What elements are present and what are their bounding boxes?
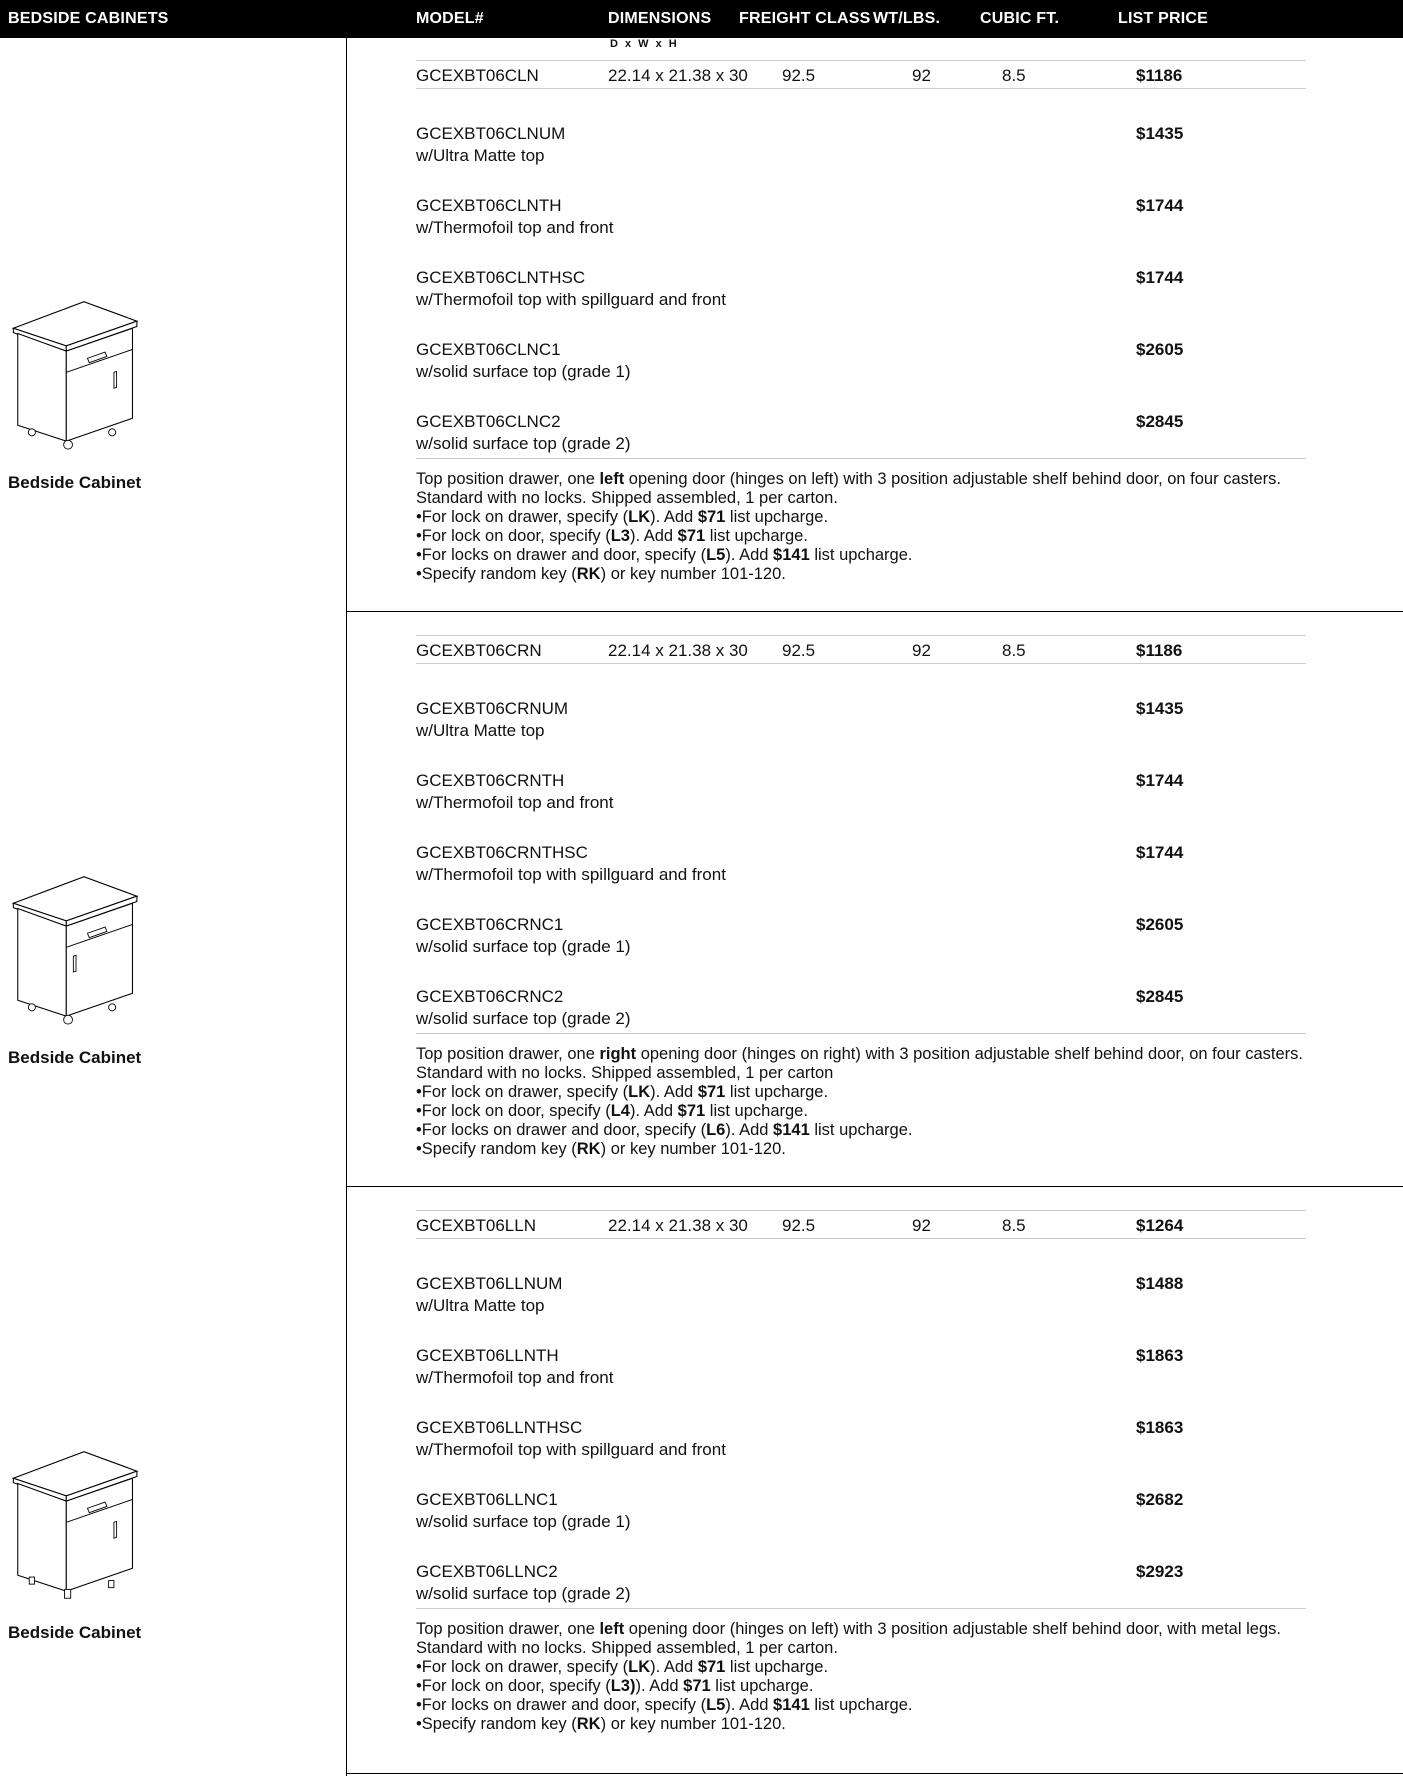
list-item: • For locks on drawer and door, specify (L5). Add $141 list upcharge. (416, 1696, 1386, 1715)
list-price: $2845 (1136, 987, 1184, 1006)
lock-options-list (416, 508, 1386, 584)
model-number: GCEXBT06LLNTHSC (416, 1418, 583, 1437)
model-number: GCEXBT06LLN (416, 1216, 536, 1235)
col-price-header: LIST PRICE (1118, 10, 1209, 27)
row-rule (416, 88, 1306, 89)
list-price: $1744 (1136, 771, 1184, 790)
section-divider (346, 611, 1403, 612)
weight: 92 (912, 66, 931, 85)
row-rule (416, 635, 1306, 636)
section-title: BEDSIDE CABINETS (8, 10, 169, 27)
model-variant-note: w/solid surface top (grade 2) (416, 1584, 631, 1603)
product-label: Bedside Cabinet (8, 1623, 142, 1642)
model-number: GCEXBT06CLNC2 (416, 412, 561, 431)
col-model-header: MODEL# (416, 10, 484, 27)
col-weight-header: WT/LBS. (873, 10, 941, 27)
product-section (0, 1188, 1403, 1763)
list-price: $1744 (1136, 843, 1184, 862)
model-number: GCEXBT06LLNTH (416, 1346, 559, 1365)
cubic-feet: 8.5 (1002, 641, 1026, 660)
row-rule (416, 458, 1306, 459)
list-price: $1186 (1136, 641, 1183, 660)
model-number: GCEXBT06CRNTH (416, 771, 565, 790)
row-rule (416, 1608, 1306, 1609)
dimensions: 22.14 x 21.38 x 30 (608, 641, 748, 660)
section-divider (346, 1186, 1403, 1187)
list-price: $1435 (1136, 124, 1184, 143)
lock-options-list (416, 1083, 1386, 1159)
list-item: • For locks on drawer and door, specify (L6). Add $141 list upcharge. (416, 1121, 1386, 1140)
bedside-cabinet-casters-left-icon (6, 300, 146, 450)
product-section (0, 38, 1403, 613)
table-header (0, 0, 1403, 38)
model-variant-note: w/Ultra Matte top (416, 1296, 545, 1315)
list-item: • For lock on drawer, specify (LK). Add $71 list upcharge. (416, 1658, 1386, 1677)
model-number: GCEXBT06CRN (416, 641, 542, 660)
model-number: GCEXBT06CRNC2 (416, 987, 564, 1006)
weight: 92 (912, 641, 931, 660)
model-number: GCEXBT06CLNTHSC (416, 268, 586, 287)
list-price: $2605 (1136, 340, 1184, 359)
model-variant-note: w/solid surface top (grade 1) (416, 362, 631, 381)
list-item: • Specify random key (RK) or key number 101-120. (416, 1140, 1386, 1159)
list-price: $1863 (1136, 1418, 1184, 1437)
model-number: GCEXBT06CLNTH (416, 196, 562, 215)
model-number: GCEXBT06CRNC1 (416, 915, 564, 934)
lock-options-list (416, 1658, 1386, 1734)
product-description (416, 1620, 1386, 1734)
row-rule (416, 1238, 1306, 1239)
weight: 92 (912, 1216, 931, 1235)
model-number: GCEXBT06CRNUM (416, 699, 569, 718)
model-number: GCEXBT06LLNC1 (416, 1490, 558, 1509)
list-item: • For lock on drawer, specify (LK). Add $71 list upcharge. (416, 1083, 1386, 1102)
cubic-feet: 8.5 (1002, 66, 1026, 85)
model-variant-note: w/solid surface top (grade 1) (416, 937, 631, 956)
dimensions: 22.14 x 21.38 x 30 (608, 66, 748, 85)
list-price: $1186 (1136, 66, 1183, 85)
col-dimensions-header: DIMENSIONS (608, 10, 712, 27)
list-price: $1863 (1136, 1346, 1184, 1365)
freight-class: 92.5 (782, 1216, 816, 1235)
model-number: GCEXBT06CLNC1 (416, 340, 561, 359)
freight-class: 92.5 (782, 641, 816, 660)
model-variant-note: w/Ultra Matte top (416, 146, 545, 165)
description-text: Top position drawer, one left opening door (hinges on left) with 3 position adjustable shelf behind door, on four casters. Standard with no locks. Shipped assembled, 1 per carton. (416, 470, 1281, 507)
list-item: • Specify random key (RK) or key number 101-120. (416, 1715, 1386, 1734)
model-variant-note: w/Thermofoil top and front (416, 218, 614, 237)
model-variant-note: w/Thermofoil top and front (416, 793, 614, 812)
list-item: • Specify random key (RK) or key number 101-120. (416, 565, 1386, 584)
model-variant-note: w/Thermofoil top with spillguard and front (416, 865, 726, 884)
product-description (416, 1045, 1386, 1159)
list-item: • For lock on door, specify (L3). Add $71 list upcharge. (416, 527, 1386, 546)
row-rule (416, 1033, 1306, 1034)
model-variant-note: w/solid surface top (grade 2) (416, 434, 631, 453)
product-description (416, 470, 1386, 584)
product-label: Bedside Cabinet (8, 473, 142, 492)
model-number: GCEXBT06CLNUM (416, 124, 566, 143)
model-number: GCEXBT06LLNC2 (416, 1562, 558, 1581)
product-label: Bedside Cabinet (8, 1048, 142, 1067)
model-variant-note: w/Thermofoil top with spillguard and front (416, 290, 726, 309)
list-price: $2605 (1136, 915, 1184, 934)
list-price: $2923 (1136, 1562, 1184, 1581)
model-number: GCEXBT06CRNTHSC (416, 843, 588, 862)
col-cubic-header: CUBIC FT. (980, 10, 1060, 27)
list-price: $1264 (1136, 1216, 1184, 1235)
dimensions-subheader: D x W x H (610, 38, 679, 50)
col-freight-header: FREIGHT CLASS (739, 10, 871, 27)
list-price: $1744 (1136, 268, 1184, 287)
model-variant-note: w/solid surface top (grade 2) (416, 1009, 631, 1028)
model-variant-note: w/Thermofoil top and front (416, 1368, 614, 1387)
bedside-cabinet-casters-right-icon (6, 875, 146, 1025)
row-rule (416, 663, 1306, 664)
freight-class: 92.5 (782, 66, 816, 85)
row-rule (416, 60, 1306, 61)
model-variant-note: w/Thermofoil top with spillguard and front (416, 1440, 726, 1459)
model-variant-note: w/solid surface top (grade 1) (416, 1512, 631, 1531)
list-price: $2845 (1136, 412, 1184, 431)
description-text: Top position drawer, one left opening door (hinges on left) with 3 position adjustable shelf behind door, with metal legs. Standard with no locks. Shipped assembled, 1 per carton. (416, 1620, 1281, 1657)
product-section (0, 613, 1403, 1188)
list-item: • For lock on door, specify (L4). Add $71 list upcharge. (416, 1102, 1386, 1121)
list-item: • For locks on drawer and door, specify (L5). Add $141 list upcharge. (416, 546, 1386, 565)
model-number: GCEXBT06LLNUM (416, 1274, 563, 1293)
list-price: $1435 (1136, 699, 1184, 718)
bedside-cabinet-legs-left-icon (6, 1450, 146, 1600)
list-item: • For lock on door, specify (L3)). Add $71 list upcharge. (416, 1677, 1386, 1696)
dimensions: 22.14 x 21.38 x 30 (608, 1216, 748, 1235)
bottom-rule (346, 1773, 1403, 1774)
cubic-feet: 8.5 (1002, 1216, 1026, 1235)
model-number: GCEXBT06CLN (416, 66, 539, 85)
row-rule (416, 1210, 1306, 1211)
model-variant-note: w/Ultra Matte top (416, 721, 545, 740)
description-text: Top position drawer, one right opening door (hinges on right) with 3 position adjustable shelf behind door, on four casters. Standard with no locks. Shipped assembled, 1 per carton (416, 1045, 1303, 1082)
list-price: $1488 (1136, 1274, 1184, 1293)
list-price: $1744 (1136, 196, 1184, 215)
list-item: • For lock on drawer, specify (LK). Add $71 list upcharge. (416, 508, 1386, 527)
list-price: $2682 (1136, 1490, 1184, 1509)
